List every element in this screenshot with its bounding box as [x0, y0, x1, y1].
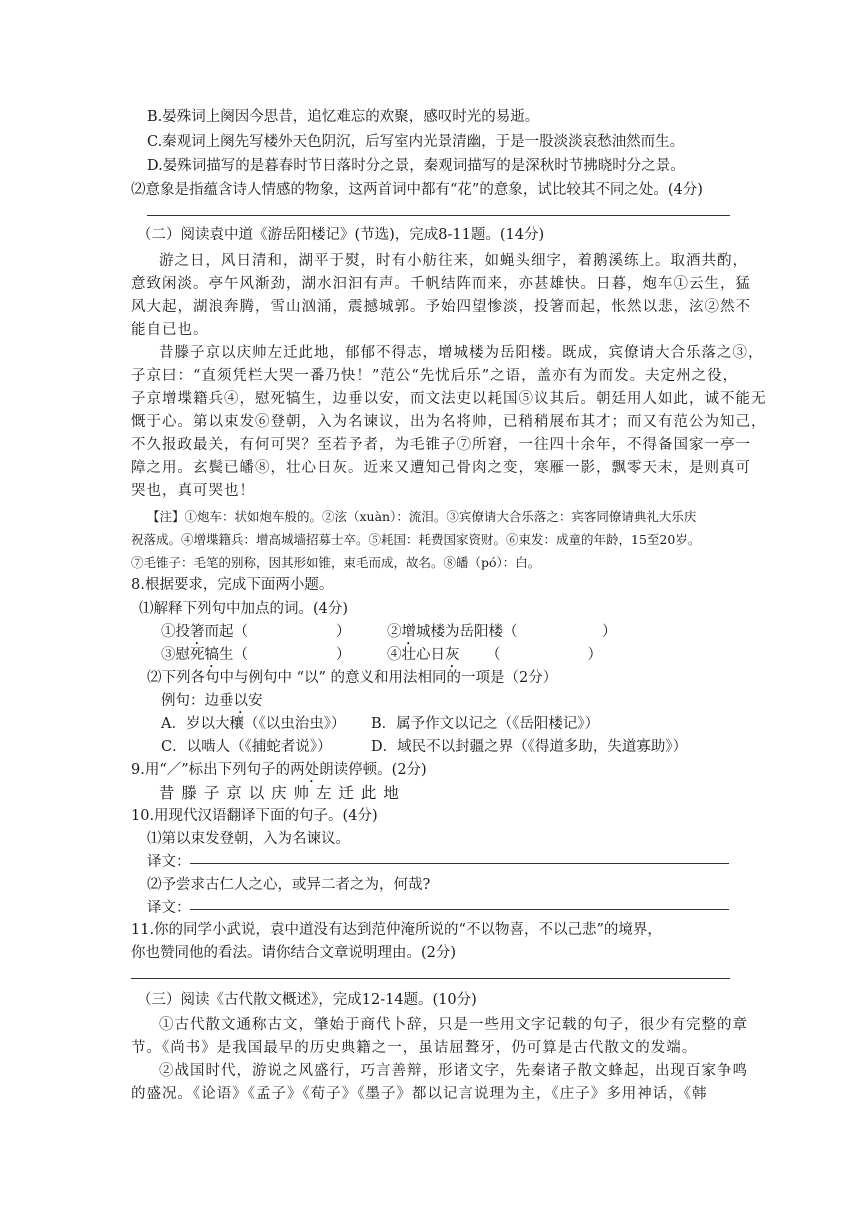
- question-8-part-2: ⑵下列各句中与例句中 “以” 的意义和用法相同的一项是（2分）: [147, 670, 558, 686]
- question-11-line: 你也赞同他的看法。请你结合文章说明理由。(2分): [131, 945, 457, 961]
- section-3-heading: （三）阅读《古代散文概述》，完成12-14题。(10分): [137, 992, 477, 1008]
- translation-label: 译文：: [147, 900, 191, 916]
- word-item-3-close: ）: [336, 647, 351, 663]
- passage-p2-line: 子京曰：“直须凭栏大哭一番乃快！”范公“先忧后乐”之语，盖亦有为而发。夫定州之役，: [131, 368, 739, 384]
- question-7-option-d: D.晏殊词描写的是暮春时节日落时分之景，秦观词描写的是深秋时节拂晓时分之景。: [147, 158, 685, 174]
- question-7-option-c: C.秦观词上阕先写楼外天色阴沉，后写室内光景清幽，于是一股淡淡哀愁油然而生。: [147, 134, 685, 150]
- question-8-part-1: ⑴解释下列句中加点的词。(4分): [139, 601, 349, 617]
- answer-line: [147, 215, 730, 216]
- question-10-title: 10.用现代汉语翻译下面的句子。(4分): [131, 808, 378, 824]
- translation-label: 译文：: [147, 854, 191, 870]
- dotted-word: 处: [304, 762, 320, 778]
- q9-prefix: 9.用“／”标出下列句子的两: [131, 762, 305, 778]
- question-10-sentence-1: ⑴第以束发登朝，入为名谏议。: [147, 831, 350, 847]
- example-prefix: 例句：边垂: [161, 693, 234, 709]
- word-item-prefix: ①投: [161, 624, 190, 640]
- word-item-prefix: ④壮心日: [387, 647, 445, 663]
- essay-p2-line: 的盛况。《论语》《孟子》《荀子》《墨子》都以记言说理为主，《庄子》多用神话，《韩: [131, 1086, 708, 1102]
- word-item-2-close: ）: [602, 624, 617, 640]
- dotted-word: 增: [401, 624, 416, 640]
- word-item-4-close: （ ）: [486, 647, 602, 663]
- essay-p1-line: 节。《尚书》是我国最早的历史典籍之一，虽诘屈聱牙，仍可算是古代散文的发端。: [131, 1040, 698, 1056]
- example-suffix: 安: [248, 693, 263, 709]
- word-item-suffix: 生（: [219, 647, 248, 663]
- word-item-suffix: 城楼为岳阳楼（: [416, 624, 518, 640]
- dotted-word: 犒: [204, 647, 219, 663]
- passage-p2-line: 慨于心。第以束发⑥登朝，入为名谏议，出为名将帅，已稍稍展布其才；而又有范公为知己，: [131, 414, 767, 430]
- word-item-prefix: ②: [387, 624, 402, 640]
- annotation-line: 祝落成。④增堞籍兵：增高城墙招募士卒。⑤耗国：耗费国家资财。⑥束发：成童的年龄，15至20岁。: [131, 532, 701, 547]
- annotation-line: 【注】①炮车：状如炮车般的。②泫（xuàn）：流泪。③宾僚请大合乐落之：宾客同僚请典礼大乐庆: [147, 509, 697, 524]
- passage-p1-line: 风大起，湖浪奔腾，雪山汹涌，震撼城郭。予始四望惨淡，投箸而起，怅然以悲，泫②然不: [131, 299, 751, 315]
- question-8-option-c: C．以啮人（《捕蛇者说》）: [161, 739, 332, 755]
- passage-p1-line: 游之日，风日清和，湖平于熨，时有小舫往来，如蝇头细字，着鹅溪练上。取酒共酌，: [159, 253, 748, 269]
- section-2-heading: （二）阅读袁中道《游岳阳楼记》(节选)，完成8-11题。(14分): [137, 227, 545, 243]
- translation-answer-line[interactable]: [190, 863, 729, 864]
- word-item-1-close: ）: [336, 624, 351, 640]
- dotted-word: 箸: [190, 624, 205, 640]
- word-item-suffix: 而起（: [204, 624, 248, 640]
- essay-p1-line: ①古代散文通称古文，肇始于商代卜辞，只是一些用文字记载的句子，很少有完整的章: [159, 1017, 748, 1033]
- answer-line: [131, 978, 730, 979]
- translation-answer-line[interactable]: [190, 909, 729, 910]
- q9-suffix: 朗读停顿。(2分): [319, 762, 427, 778]
- question-8-title: 8.根据要求，完成下面两小题。: [131, 577, 334, 593]
- essay-p2-line: ②战国时代，游说之风盛行，巧言善辩，形诸文字，先秦诸子散文蜂起，出现百家争鸣: [159, 1063, 748, 1079]
- passage-p2-line: 昔滕子京以庆帅左迁此地，郁郁不得志，增城楼为岳阳楼。既成，宾僚请大合乐落之③，: [159, 345, 764, 361]
- passage-p2-line: 哭也，真可哭也！: [131, 483, 255, 499]
- question-8-option-b: B．属予作文以记之（《岳阳楼记》）: [371, 716, 600, 732]
- question-10-sentence-2: ⑵予尝求古仁人之心，或异二者之为，何哉?: [147, 877, 431, 893]
- question-8-option-a: A．岁以大穰（《以虫治虫》）: [161, 716, 346, 732]
- passage-p2-line: 不久报政最关，有何可哭？至若予者，为毛锥子⑦所窘，一往四十余年，不得备国家一亭一: [131, 437, 751, 453]
- passage-p1-line: 意致闲淡。亭午风渐劲，湖水汩汩有声。千帆结阵而来，亦甚雄快。日暮，炮车①云生，猛: [131, 276, 751, 292]
- dotted-word: 以: [233, 693, 248, 709]
- question-7-option-b: B.晏殊词上阕因今思昔，追忆难忘的欢聚，感叹时光的易逝。: [147, 109, 540, 125]
- passage-p2-line: 子京增堞籍兵④，慰死犒生，边垂以安，而文法吏以耗国⑤议其后。朝廷用人如此，诚不能无: [131, 391, 767, 407]
- passage-p2-line: 障之用。玄鬓已皤⑧，壮心日灰。近来又遭知己骨肉之变，寒雁一影，飘零天末，是则真可: [131, 460, 751, 476]
- question-11-line: 11.你的同学小武说，袁中道没有达到范仲淹所说的“不以物喜，不以己悲”的境界，: [131, 922, 662, 938]
- annotation-line: ⑦毛锥子：毛笔的别称，因其形如锥，束毛而成，故名。⑧皤（pó）：白。: [131, 555, 541, 570]
- question-7-part-2: ⑵意象是指蕴含诗人情感的物象，这两首词中都有“花”的意象，试比较其不同之处。(4分): [131, 182, 703, 198]
- question-9-sentence: 昔 滕 子 京 以 庆 帅 左 迁 此 地: [159, 784, 400, 802]
- question-8-option-d: D．域民不以封疆之界（《得道多助，失道寡助》）: [371, 739, 688, 755]
- passage-p1-line: 能自已也。: [131, 322, 209, 338]
- dotted-word: 灰: [445, 647, 460, 663]
- word-item-prefix: ③慰死: [161, 647, 205, 663]
